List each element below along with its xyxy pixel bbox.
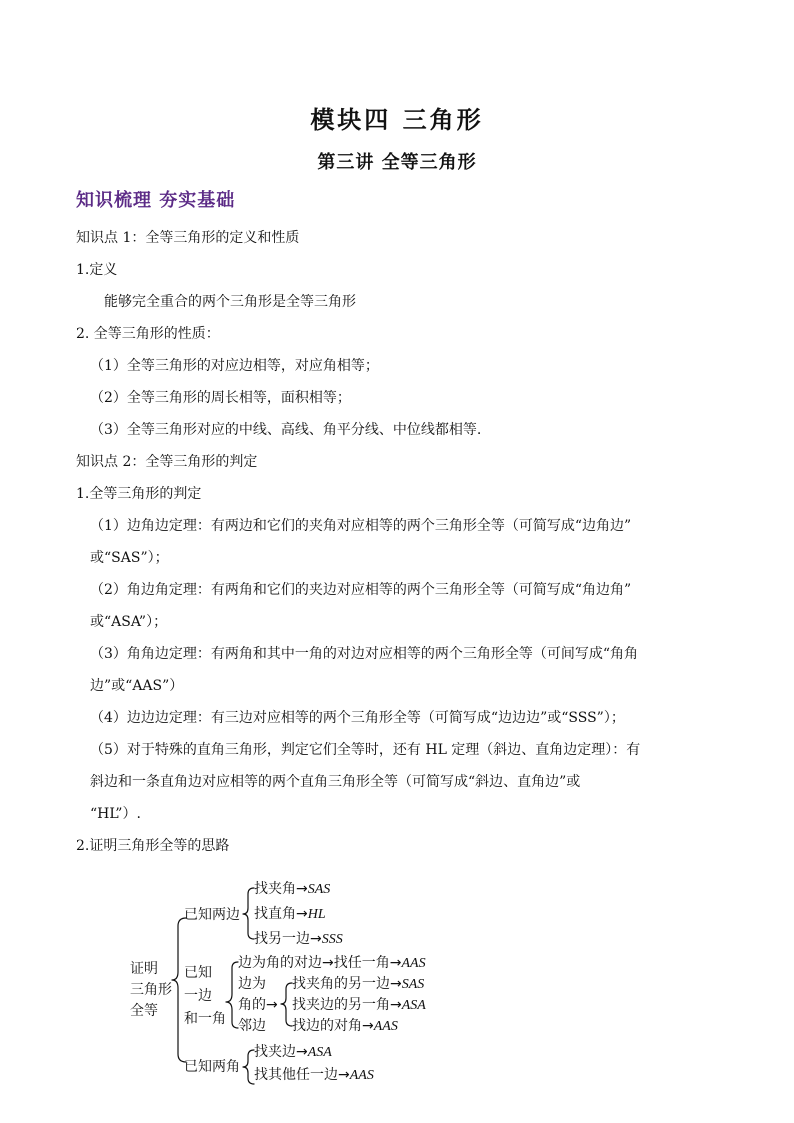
- branch1-item: 找夹角→SAS: [254, 881, 331, 897]
- text-line: （1）边角边定理：有两边和它们的夹角对应相等的两个三角形全等（可简写成“边角边”: [90, 518, 632, 534]
- sub-brace: [281, 983, 292, 1026]
- branch1-label: 已知两边: [184, 907, 240, 923]
- text-line: （5）对于特殊的直角三角形，判定它们全等时，还有 HL 定理（斜边、直角边定理）：有: [90, 742, 641, 758]
- text-line: （2）全等三角形的周长相等，面积相等；: [90, 390, 351, 406]
- section-heading: 知识梳理 夯实基础: [76, 190, 236, 211]
- branch3-label: 已知两角: [184, 1059, 240, 1075]
- text-line: 能够完全重合的两个三角形是全等三角形: [104, 294, 356, 310]
- branch2-label-line: 一边: [184, 988, 212, 1004]
- page-subtitle: 第三讲 全等三角形: [317, 152, 477, 173]
- text-line: 知识点 1：全等三角形的定义和性质: [76, 230, 300, 246]
- text-line: （3）角角边定理：有两角和其中一角的对边对应相等的两个三角形全等（可间写成“角角: [90, 646, 639, 662]
- text-line: “HL”）.: [90, 806, 141, 822]
- text-line: 边”或“AAS”）: [90, 678, 184, 694]
- sub-item: 找边的对角→AAS: [292, 1018, 398, 1034]
- text-line: （3）全等三角形对应的中线、高线、角平分线、中位线都相等.: [90, 422, 482, 438]
- text-line: 2. 全等三角形的性质：: [76, 326, 220, 342]
- branch1-item: 找直角→HL: [254, 906, 326, 922]
- root-label-line: 证明: [130, 961, 158, 977]
- proof-strategy-diagram: [120, 878, 480, 1088]
- sub-label-line: 边为: [238, 976, 266, 992]
- branch3-brace: [243, 1050, 254, 1084]
- text-line: 或“ASA”）；: [90, 614, 168, 630]
- root-label-line: 全等: [130, 1003, 158, 1019]
- sub-label-line: 角的→: [238, 997, 278, 1013]
- sub-label-line: 邻边: [238, 1018, 266, 1034]
- branch1-brace: [243, 888, 254, 939]
- text-line: （4）边边边定理：有三边对应相等的两个三角形全等（可简写成“边边边”或“SSS”）；: [90, 710, 625, 726]
- sub-item: 找夹边的另一角→ASA: [292, 997, 426, 1013]
- text-line: 或“SAS”）；: [90, 550, 169, 566]
- branch2-label-line: 已知: [184, 965, 212, 981]
- text-line: 知识点 2：全等三角形的判定: [76, 454, 258, 470]
- branch2-brace: [226, 962, 238, 1028]
- branch2-label-line: 和一角: [184, 1011, 226, 1027]
- branch1-item: 找另一边→SSS: [254, 931, 343, 947]
- branch2-item: 边为角的对边→找任一角→AAS: [238, 955, 426, 971]
- text-line: （2）角边角定理：有两角和它们的夹边对应相等的两个三角形全等（可简写成“角边角”: [90, 582, 632, 598]
- branch3-item: 找夹边→ASA: [254, 1044, 332, 1060]
- page-title: 模块四 三角形: [310, 105, 484, 134]
- text-line: （1）全等三角形的对应边相等，对应角相等；: [90, 358, 379, 374]
- root-label-line: 三角形: [130, 982, 172, 998]
- sub-item: 找夹角的另一边→SAS: [292, 976, 425, 992]
- text-line: 1.定义: [76, 262, 118, 278]
- branch3-item: 找其他任一边→AAS: [254, 1067, 374, 1083]
- text-line: 斜边和一条直角边对应相等的两个直角三角形全等（可简写成“斜边、直角边”或: [90, 774, 581, 790]
- text-line: 2.证明三角形全等的思路: [76, 838, 230, 854]
- text-line: 1.全等三角形的判定: [76, 486, 202, 502]
